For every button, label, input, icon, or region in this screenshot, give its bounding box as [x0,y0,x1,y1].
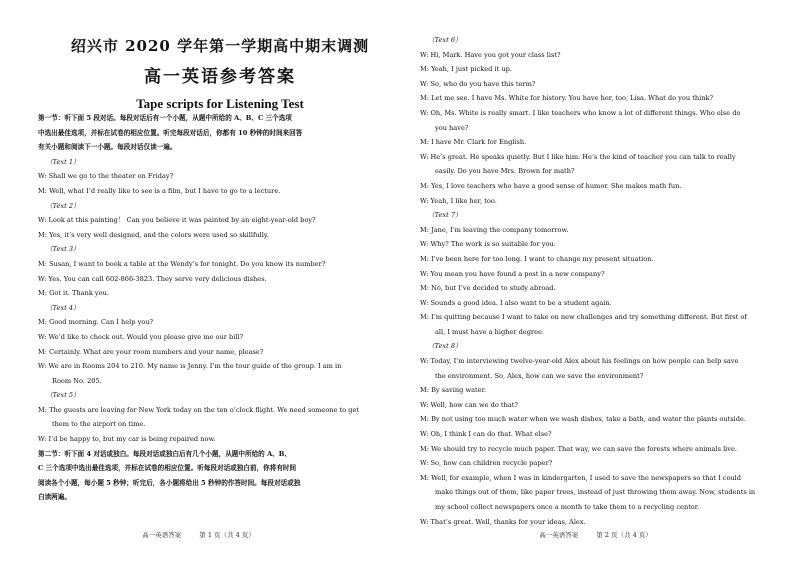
script-line: M: We should try to recycle much paper. That way, we can save the forests where animals live. [420,444,738,453]
script-line: W: So, who do you have this term? [420,79,536,88]
text-section-label: （Text 7） [428,211,462,220]
script-line: M: Jane, I’m leaving the company tomorrow. [420,225,569,234]
script-line: easily. Do you have Mrs. Brown for math? [435,167,575,176]
script-line: W: Hi, Mark. Have you got your class list? [420,50,561,59]
text-section-label: （Text 8） [428,342,462,351]
answer-key-title: 高一英语参考答案 [144,67,296,87]
footer-page-number: 第 1 页（共 4 页） [199,531,255,539]
script-line: M: Certainly. What are your room numbers and your name, please? [38,347,264,356]
tape-scripts-heading: Tape scripts for Listening Test [136,96,304,111]
script-line: W: We’d like to check out. Would you please give me our bill? [38,332,244,341]
page-2-footer [397,530,794,539]
script-line: W: Yes. You can call 602-866-3823. They serve very delicious dishes. [38,274,267,283]
footer-subject: 高一英语答案 [142,531,182,539]
script-line: the environment. So, Alex, how can we save the environment? [435,371,644,380]
script-line: 白读两遍。 [38,493,71,502]
text-section-label: （Text 2） [46,201,80,210]
script-line: M: Yes, it’s very well designed, and the colors were used so skillfully. [38,230,269,239]
script-line: Room No. 205. [52,376,102,385]
exam-title: 绍兴市 2020 学年第一学期高中期末调测 [70,37,370,55]
script-line: W: Oh, I think I can do that. What else? [420,430,552,439]
script-line: M: By not using too much water when we wash dishes, take a bath, and water the plants outside. [420,415,746,424]
script-line: W: I’d be happy to, but my car is being repaired now. [38,435,216,444]
script-line: 第一节：听下面 5 段对话。每段对话后有一个小题，从题中所给的 A、B、C 三个选项 [38,114,292,122]
script-line: M: Yeah, I just picked it up. [420,65,512,74]
script-line: my school collect newspapers once a month to take them to a recycling center. [435,503,700,511]
script-line: 阅读各个小题，每小题 5 秒钟；听完后，各小题将给出 5 秒钟的作答时间。每段对话或独 [38,478,301,487]
script-line: W: Look at this painting！ Can you believe it was painted by an eight-year-old boy? [38,216,316,225]
text-section-label: （Text 1） [46,157,80,166]
script-line: W: He’s great. He speaks quietly. But I like him. He’s the kind of teacher you can talk to really [420,152,736,161]
script-line: M: Well, what I’d really like to see is a film, but I have to go to a lecture. [38,186,281,195]
script-line: M: Good morning. Can I help you? [38,318,154,327]
script-line: W: Yeah, I like her, too. [420,196,497,205]
script-line: M: No, but I’ve decided to study abroad. [420,284,556,293]
script-line: M: Yes, I love teachers who have a good sense of humor. She makes math fun. [420,181,682,190]
script-line: W: Well, how can we do that? [420,400,518,409]
script-line: W: Shall we go to the theater on Friday? [38,172,174,181]
script-line: 第二节：听下面 4 对话或独白。每段对话或独白后有几个小题，从题中所给的 A、B、 [38,449,291,458]
script-line: W: So, how can children recycle paper? [420,459,553,468]
script-line: C 三个选项中选出最佳选项，并标在试卷的相应位置。听每段对话或独白前，你将有时间 [38,464,297,473]
text-section-label: （Text 4） [46,303,80,312]
text-section-label: （Text 5） [46,391,80,400]
script-line: W: Today, I’m interviewing twelve-year-old Alex about his feelings on how people can help save [420,357,739,366]
script-line: them to the airport on time. [52,420,146,429]
page-1-footer [0,530,397,539]
script-line: M: Susan, I want to book a table at the Wendy’s for tonight. Do you know its number? [38,259,326,268]
script-line: make things out of them, like paper trees, instead of just throwing them away. Now, students in [435,488,756,497]
page-1-text [0,111,397,505]
page-2-text [397,33,794,529]
script-line: M: I have Mr. Clark for English. [420,138,527,147]
script-line: M: I’ve been here for too long. I want to change my present situation. [420,254,654,263]
script-line: W: Oh, Ms. White is really smart. I like teachers who know a lot of different things. Who else do [420,108,741,117]
footer-page-number: 第 2 页（共 4 页） [596,531,652,539]
script-line: M: Got it. Thank you. [38,289,109,298]
text-section-label: （Text 6） [428,36,462,44]
script-line: M: The guests are leaving for New York today on the ten o’clock flight. We need someone to get [38,405,360,414]
script-line: 中选出最佳选项，并标在试卷的相应位置。听完每段对话后，你都有 10 秒钟的时间来回答 [38,128,303,137]
script-line: W: You mean you have found a post in a new company? [420,269,605,278]
script-line: you have? [435,123,469,132]
script-line: W: That’s great. Well, thanks for your ideas, Alex. [420,517,586,526]
script-line: W: We are in Rooms 204 to 210. My name is Jenny. I’m the tour guide of the group. I am in [38,362,342,371]
footer-subject: 高一英语答案 [539,531,579,539]
page-2 [397,0,794,561]
script-line: M: I’m quitting because I want to take on new challenges and try something different. But first of [420,313,747,322]
script-line: M: By saving water. [420,386,487,395]
script-line: W: Sounds a good idea. I also want to be a student again. [420,298,612,307]
script-line: M: Well, for example, when I was in kindergarten, I used to save the newspapers so that I could [420,473,742,482]
text-section-label: （Text 3） [46,245,80,254]
script-line: M: Let me see. I have Ms. White for history. You have her, too, Lisa. What do you think? [420,94,713,103]
script-line: W: Why? The work is so suitable for you. [420,240,556,249]
script-line: all, I must have a higher degree. [435,327,544,336]
script-line: 有关小题和阅读下一小题。每段对话仅读一遍。 [38,143,177,152]
